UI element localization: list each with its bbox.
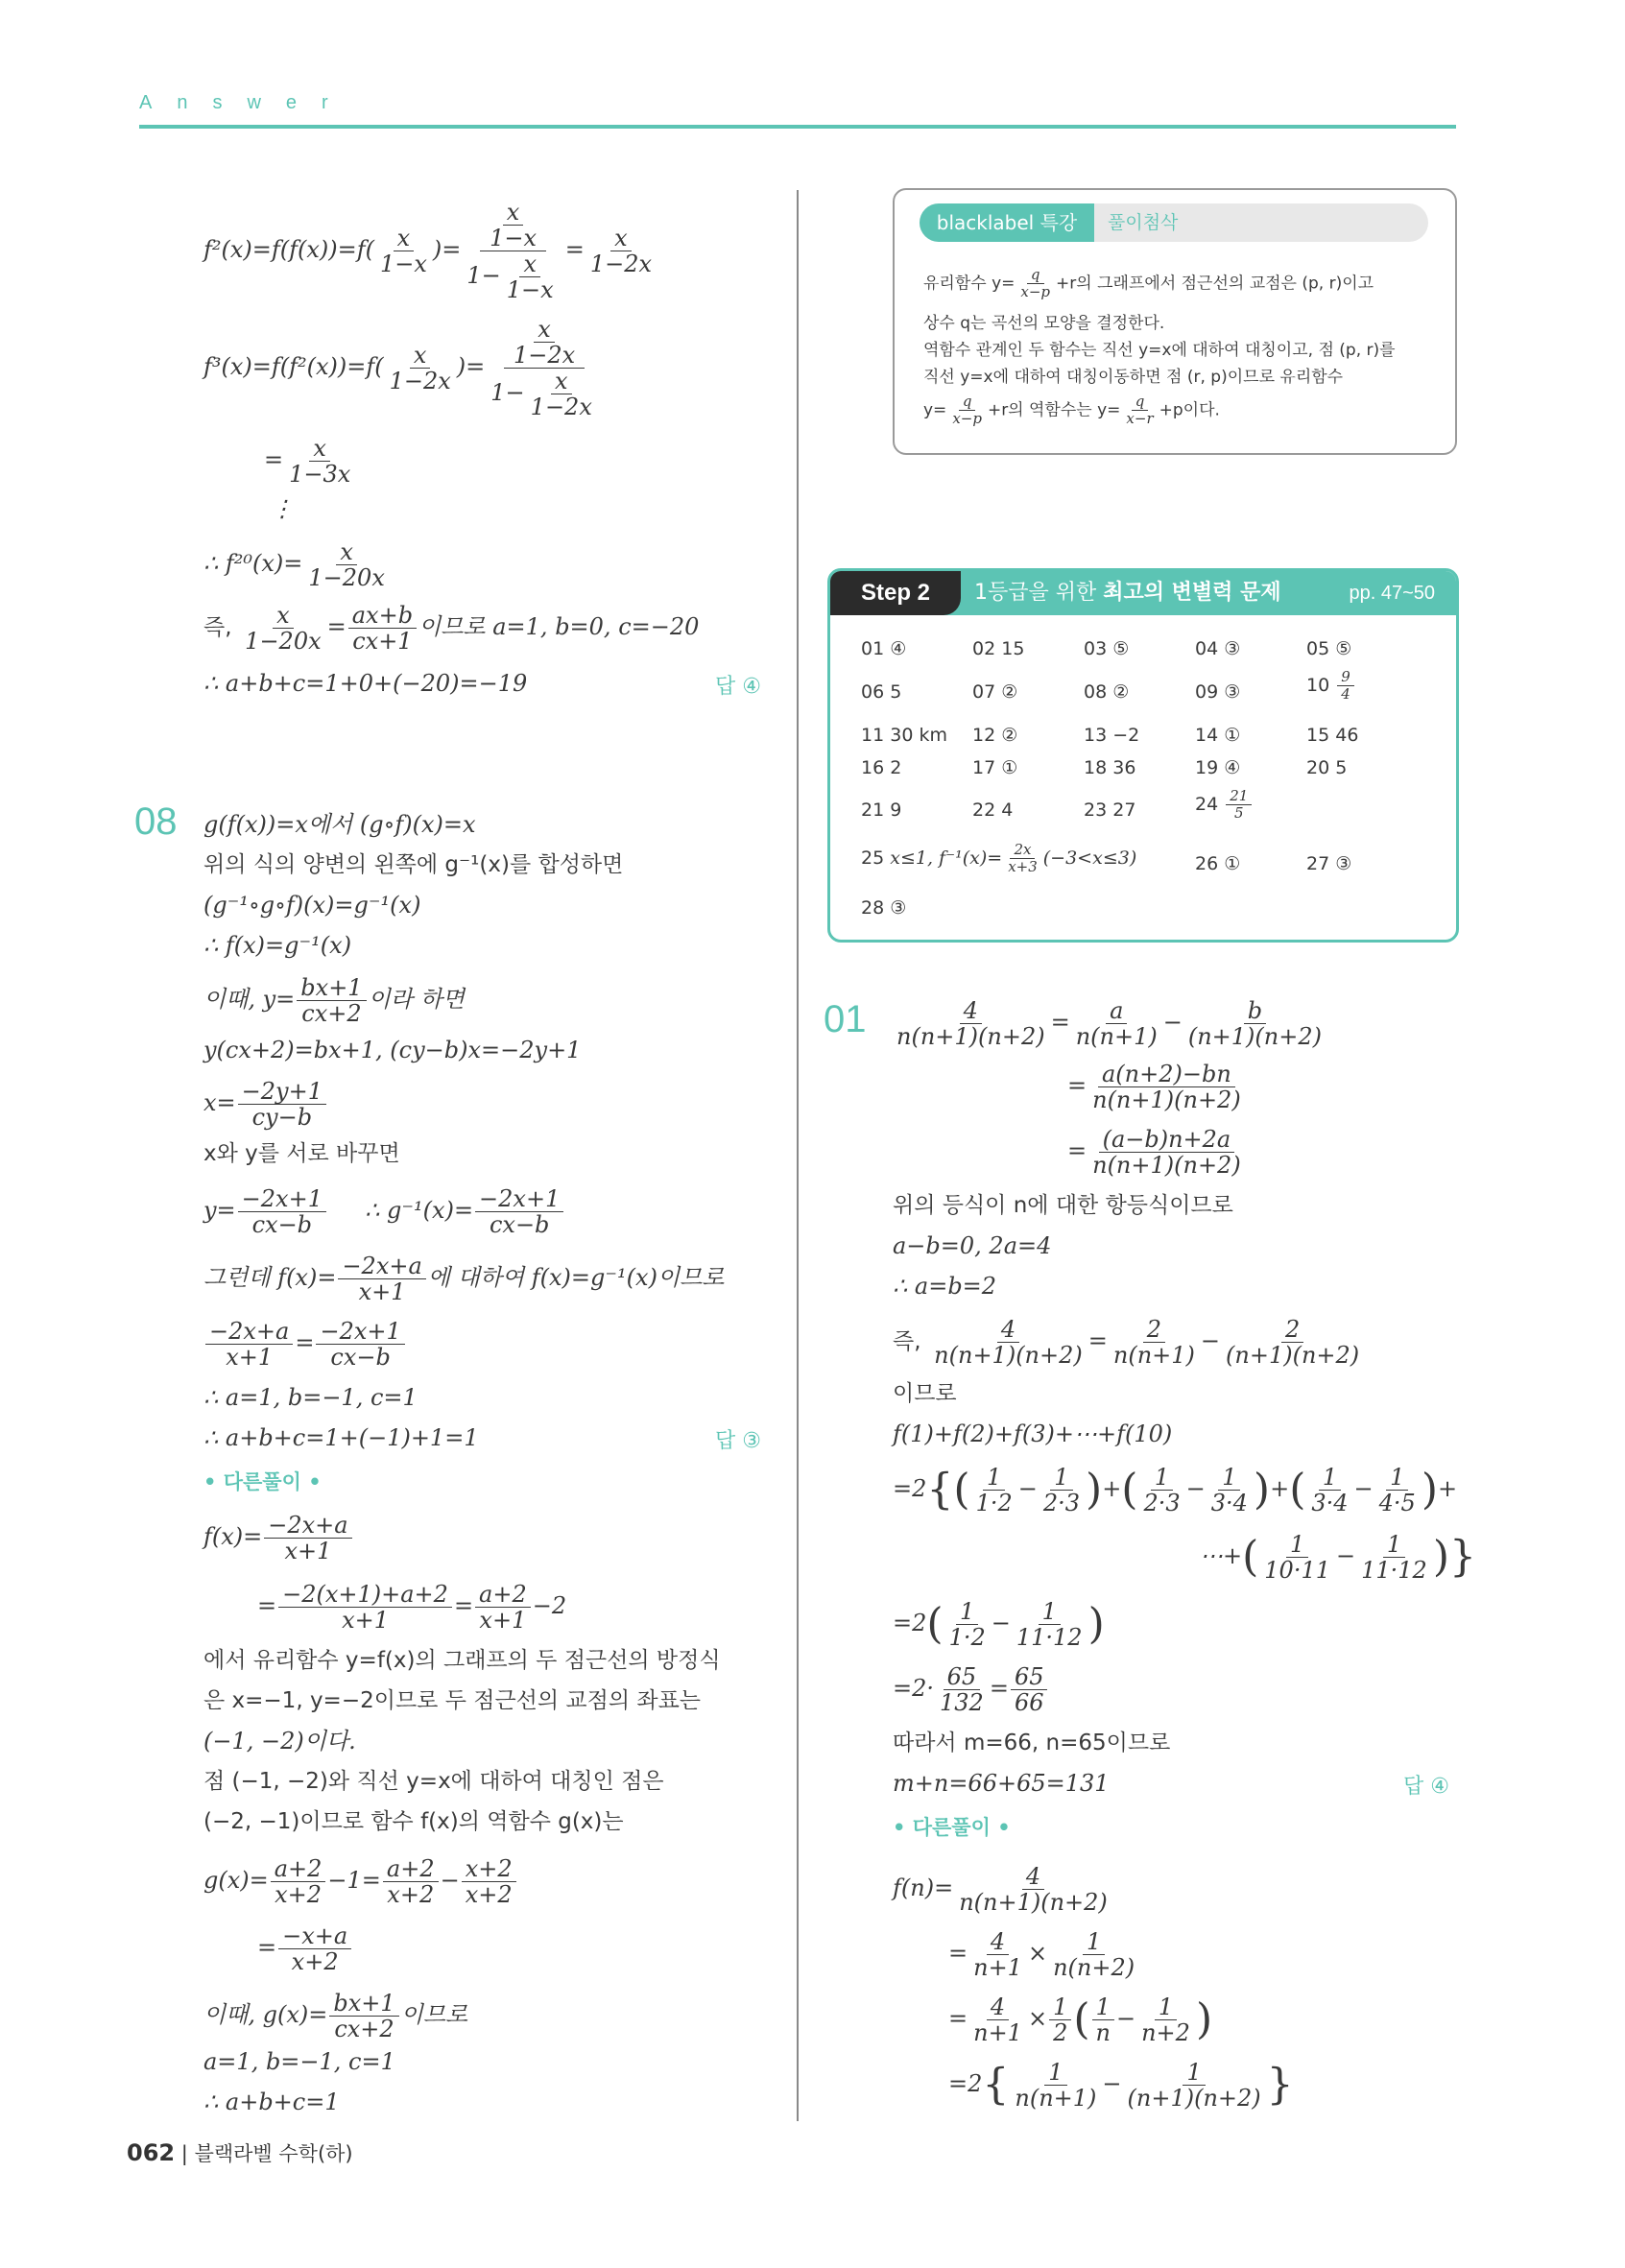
q08-line9: y= $\frac{-2x+1}{cx-b}$ ∴ g⁻¹(x)= $\frac{-2x+1}{cx-b}$	[203, 1186, 565, 1237]
answer-item: 28 ③	[861, 897, 907, 919]
q08-alt-text5: (−2, −1)이므로 함수 f(x)의 역함수 g(x)는	[203, 1809, 624, 1834]
f3-lhs: f³(x)=f(f²(x))=f(	[203, 353, 384, 380]
q08-line5-suffix: 이라 하면	[368, 986, 465, 1013]
q08-alt-coef: a=1, b=−1, c=1	[203, 2048, 395, 2075]
tip-line1-prefix: 유리함수 y=	[923, 274, 1016, 294]
answer-item: 24 $\frac{21}{5}$	[1195, 788, 1254, 822]
answer-item: 16 2	[861, 757, 902, 778]
q01-alt-eq3: = $\frac{4}{n+1}$ × $\frac{1}{2}$ ( $\frac{1}{n}$ − $\frac{1}{n+2}$ )	[948, 1993, 1213, 2046]
f2-lhs: f²(x)=f(f(x))=f(	[203, 236, 374, 263]
answer-item: 22 4	[972, 800, 1014, 821]
f2-equation: f²(x)=f(f(x))=f( $\frac{x}{1-x}$ )= $\frac{x}{1-x}$ 1− $\frac{x}{1-x}$ = $\frac{x}{1-2x}$	[203, 199, 652, 303]
answer-item: 09 ③	[1195, 681, 1241, 703]
answer-08: 답 ③	[715, 1429, 761, 1453]
q01-telescope-2: ⋯+( $\frac{1}{10\cdot 11}$ − $\frac{1}{11\cdot 12}$ )}	[1200, 1531, 1476, 1584]
answer-item: 06 5	[861, 681, 902, 703]
answer-item: 01 ④	[861, 638, 907, 659]
answer-item: 18 36	[1084, 757, 1136, 778]
step2-answer-box	[827, 568, 1459, 943]
step2-pages: pp. 47~50	[1349, 583, 1435, 604]
q01-identity-text: 위의 등식이 n에 대한 항등식이므로	[893, 1193, 1233, 1218]
f20-equation: ∴ f²⁰(x)= $\frac{x}{1-20x}$	[203, 538, 385, 591]
q08-line12: ∴ a=1, b=−1, c=1	[203, 1384, 418, 1411]
answer-item: 21 9	[861, 800, 902, 821]
q08-line10: 그런데 f(x)= $\frac{-2x+a}{x+1}$ 에 대하여 f(x)=g⁻¹(x)이므로	[203, 1253, 725, 1305]
step2-desc-bold: 최고의 변별력 문제	[1103, 581, 1281, 605]
q08-alt-then-suffix: 이므로	[400, 2001, 468, 2028]
q08-line10-suffix: 에 대하여 f(x)=g⁻¹(x)이므로	[427, 1264, 725, 1291]
q01-telescope-1: =2{( $\frac{1}{1\cdot 2}$ − $\frac{1}{2\cdot 3}$ )+( $\frac{1}{2\cdot 3}$ − $\frac{1}{3\cdot 4}$ )+( $\frac{1}{3\cdot 4}$ − $\frac{1}{4\cdot 5}$ )+	[893, 1464, 1458, 1516]
q01-alt-label: • 다른풀이 •	[893, 1816, 1011, 1839]
tip-badge: blacklabel 특강	[920, 203, 1094, 242]
q01-alt-eq2: = $\frac{4}{n+1}$ × $\frac{1}{n(n+2)}$	[948, 1928, 1135, 1981]
step2-label: Step 2	[830, 571, 961, 615]
answer-item: 20 5	[1306, 757, 1348, 778]
tip-line2: 상수 q는 곡선의 모양을 결정한다.	[923, 314, 1165, 333]
f3-equation: f³(x)=f(f²(x))=f( $\frac{x}{1-2x}$ )= $\frac{x}{1-2x}$ 1− $\frac{x}{1-2x}$	[203, 316, 592, 420]
q08-line11: $\frac{-2x+a}{x+1}$ = $\frac{-2x+1}{cx-b}$	[203, 1319, 407, 1370]
q01-final: m+n=66+65=131	[893, 1770, 1110, 1797]
q01-sum-line: f(1)+f(2)+f(3)+⋯+f(10)	[893, 1420, 1173, 1447]
answer-01: 답 ④	[1403, 1775, 1449, 1799]
blacklabel-tip-box	[893, 188, 1457, 455]
answer-item: 04 ③	[1195, 638, 1241, 659]
q08-alt-eq2: = $\frac{-2(x+1)+a+2}{x+1}$ = $\frac{a+2}{x+1}$ −2	[257, 1581, 567, 1634]
answer-item: 25 x≤1, f⁻¹(x)= $\frac{2x}{x+3}$ (−3<x≤3)	[861, 841, 1137, 875]
answer-item: 12 ②	[972, 725, 1018, 746]
answer-item: 02 15	[972, 638, 1025, 659]
q08-alt-text2: 은 x=−1, y=−2이므로 두 점근선의 교점의 좌표는	[203, 1688, 702, 1713]
q08-alt-then: 이때, g(x)= $\frac{bx+1}{cx+2}$ 이므로	[203, 1990, 468, 2042]
q01-alt-eq4: =2{ $\frac{1}{n(n+1)}$ − $\frac{1}{(n+1)(n+2)}$ }	[948, 2059, 1294, 2112]
tip-line5-c: +p이다.	[1159, 400, 1220, 420]
q08-alt-eq1: f(x)= $\frac{-2x+a}{x+1}$	[203, 1513, 354, 1564]
header-rule	[139, 125, 1456, 129]
q08-alt-text1: 에서 유리함수 y=f(x)의 그래프의 두 점근선의 방정식	[203, 1648, 721, 1673]
q08-line9-mid: ∴ g⁻¹(x)=	[365, 1197, 474, 1224]
q08-line5-prefix: 이때, y=	[203, 986, 296, 1013]
q01-telescope-4: =2· $\frac{65}{132}$ = $\frac{65}{66}$	[893, 1664, 1049, 1715]
q01-compare-suffix: 이므로	[893, 1381, 957, 1406]
q08-alt-g1: g(x)= $\frac{a+2}{x+2}$ −1= $\frac{a+2}{x+2}$ − $\frac{x+2}{x+2}$	[203, 1856, 518, 1907]
compare-prefix: 즉,	[203, 615, 232, 640]
tip-line5: y= $\frac{q}{x-p}$ +r의 역함수는 y= $\frac{q}{x-r}$ +p이다.	[923, 393, 1220, 427]
q08-alt-text4: 점 (−1, −2)와 직선 y=x에 대하여 대칭인 점은	[203, 1769, 664, 1794]
tip-header	[920, 203, 1428, 242]
f20-lhs: ∴ f²⁰(x)=	[203, 550, 303, 577]
tip-line4: 직선 y=x에 대하여 대칭이동하면 점 (r, p)이므로 유리함수	[923, 368, 1344, 387]
q01-eq4: a−b=0, 2a=4	[893, 1232, 1052, 1259]
header-title: Answer	[139, 92, 353, 113]
vertical-dots: ⋮	[271, 495, 294, 522]
q08-line6: y(cx+2)=bx+1, (cy−b)x=−2y+1	[203, 1037, 582, 1063]
tip-line5-a: y=	[923, 400, 947, 420]
answer-item: 07 ②	[972, 681, 1018, 703]
step2-desc	[974, 571, 1281, 615]
f3-result: = $\frac{x}{1-3x}$	[264, 435, 351, 488]
q01-compare: 즉, $\frac{4}{n(n+1)(n+2)}$ = $\frac{2}{n(n+1)}$ − $\frac{2}{(n+1)(n+2)}$	[893, 1316, 1360, 1369]
q08-line3: (g⁻¹∘g∘f)(x)=g⁻¹(x)	[203, 892, 421, 919]
sum-line: ∴ a+b+c=1+0+(−20)=−19	[203, 670, 528, 697]
question-08-number: 08	[134, 800, 178, 843]
q08-alt-label: • 다른풀이 •	[203, 1470, 322, 1493]
q01-compare-prefix: 즉,	[893, 1329, 921, 1354]
column-divider	[797, 190, 799, 2121]
question-01-number: 01	[824, 998, 867, 1040]
answer-item: 23 27	[1084, 800, 1136, 821]
q08-line1: g(f(x))=x에서 (g∘f)(x)=x	[203, 811, 476, 838]
answer-item: 19 ④	[1195, 757, 1241, 778]
tip-line3: 역함수 관계인 두 함수는 직선 y=x에 대하여 대칭이고, 점 (p, r)를	[923, 341, 1396, 360]
q08-alt-g2: = $\frac{-x+a}{x+2}$	[257, 1923, 353, 1974]
answer-item: 11 30 km	[861, 725, 947, 746]
q01-conclusion: 따라서 m=66, n=65이므로	[893, 1731, 1171, 1755]
answer-item: 17 ①	[972, 757, 1018, 778]
q01-eq1: $\frac{4}{n(n+1)(n+2)}$ = $\frac{a}{n(n+1)}$ − $\frac{b}{(n+1)(n+2)}$	[896, 997, 1322, 1050]
q01-ellipsis: ⋯+	[1200, 1542, 1243, 1569]
answer-item: 08 ②	[1084, 681, 1130, 703]
answer-item: 14 ①	[1195, 725, 1241, 746]
compare-line: 즉, $\frac{x}{1-20x}$ = $\frac{ax+b}{cx+1}$ 이므로 a=1, b=0, c=−20	[203, 602, 700, 655]
compare-suffix: 이므로 a=1, b=0, c=−20	[418, 613, 700, 640]
q01-eq3: = $\frac{(a-b)n+2a}{n(n+1)(n+2)}$	[1067, 1126, 1241, 1179]
q01-telescope-3: =2( $\frac{1}{1\cdot 2}$ − $\frac{1}{11\cdot 12}$ )	[893, 1598, 1105, 1651]
q08-line7: x= $\frac{-2y+1}{cy-b}$	[203, 1079, 328, 1130]
q08-alt-text3: (−1, −2)이다.	[203, 1728, 356, 1755]
answer-item: 26 ①	[1195, 853, 1241, 874]
q01-eq5: ∴ a=b=2	[893, 1273, 997, 1300]
q08-line10-prefix: 그런데 f(x)=	[203, 1264, 337, 1291]
tip-line1-suffix: +r의 그래프에서 점근선의 교점은 (p, r)이고	[1056, 274, 1374, 294]
q08-line8: x와 y를 서로 바꾸면	[203, 1141, 400, 1166]
page-number: 062	[127, 2139, 176, 2166]
tip-line1: 유리함수 y= $\frac{q}{x-p}$ +r의 그래프에서 점근선의 교점은 (p, r)이고	[923, 266, 1374, 300]
tip-subtitle: 풀이첨삭	[1108, 212, 1179, 233]
page-footer: 062 | 블랙라벨 수학(하)	[127, 2139, 353, 2166]
q08-alt-sum: ∴ a+b+c=1	[203, 2089, 340, 2115]
step2-header	[830, 571, 1456, 615]
q08-line2: 위의 식의 양변의 왼쪽에 g⁻¹(x)를 합성하면	[203, 852, 624, 877]
step2-desc-light: 1등급을 위한	[974, 581, 1097, 605]
q08-line13: ∴ a+b+c=1+(−1)+1=1	[203, 1424, 479, 1451]
answer-item: 03 ⑤	[1084, 638, 1130, 659]
q08-line4: ∴ f(x)=g⁻¹(x)	[203, 932, 352, 959]
answer-item: 13 −2	[1084, 725, 1140, 746]
answer-item: 15 46	[1306, 725, 1359, 746]
answer-item: 27 ③	[1306, 853, 1352, 874]
q08-line5: 이때, y= $\frac{bx+1}{cx+2}$ 이라 하면	[203, 974, 465, 1027]
tip-line5-b: +r의 역함수는 y=	[987, 400, 1121, 420]
q01-eq2: = $\frac{a(n+2)-bn}{n(n+1)(n+2)}$	[1067, 1061, 1241, 1113]
q01-alt-eq1: f(n)= $\frac{4}{n(n+1)(n+2)}$	[893, 1863, 1108, 1916]
answer-item: 05 ⑤	[1306, 638, 1352, 659]
answer-item: 10 $\frac{9}{4}$	[1306, 669, 1356, 703]
q08-alt-then-prefix: 이때, g(x)=	[203, 2001, 328, 2028]
answer-07: 답 ④	[715, 675, 761, 699]
book-title: 블랙라벨 수학(하)	[194, 2142, 353, 2165]
